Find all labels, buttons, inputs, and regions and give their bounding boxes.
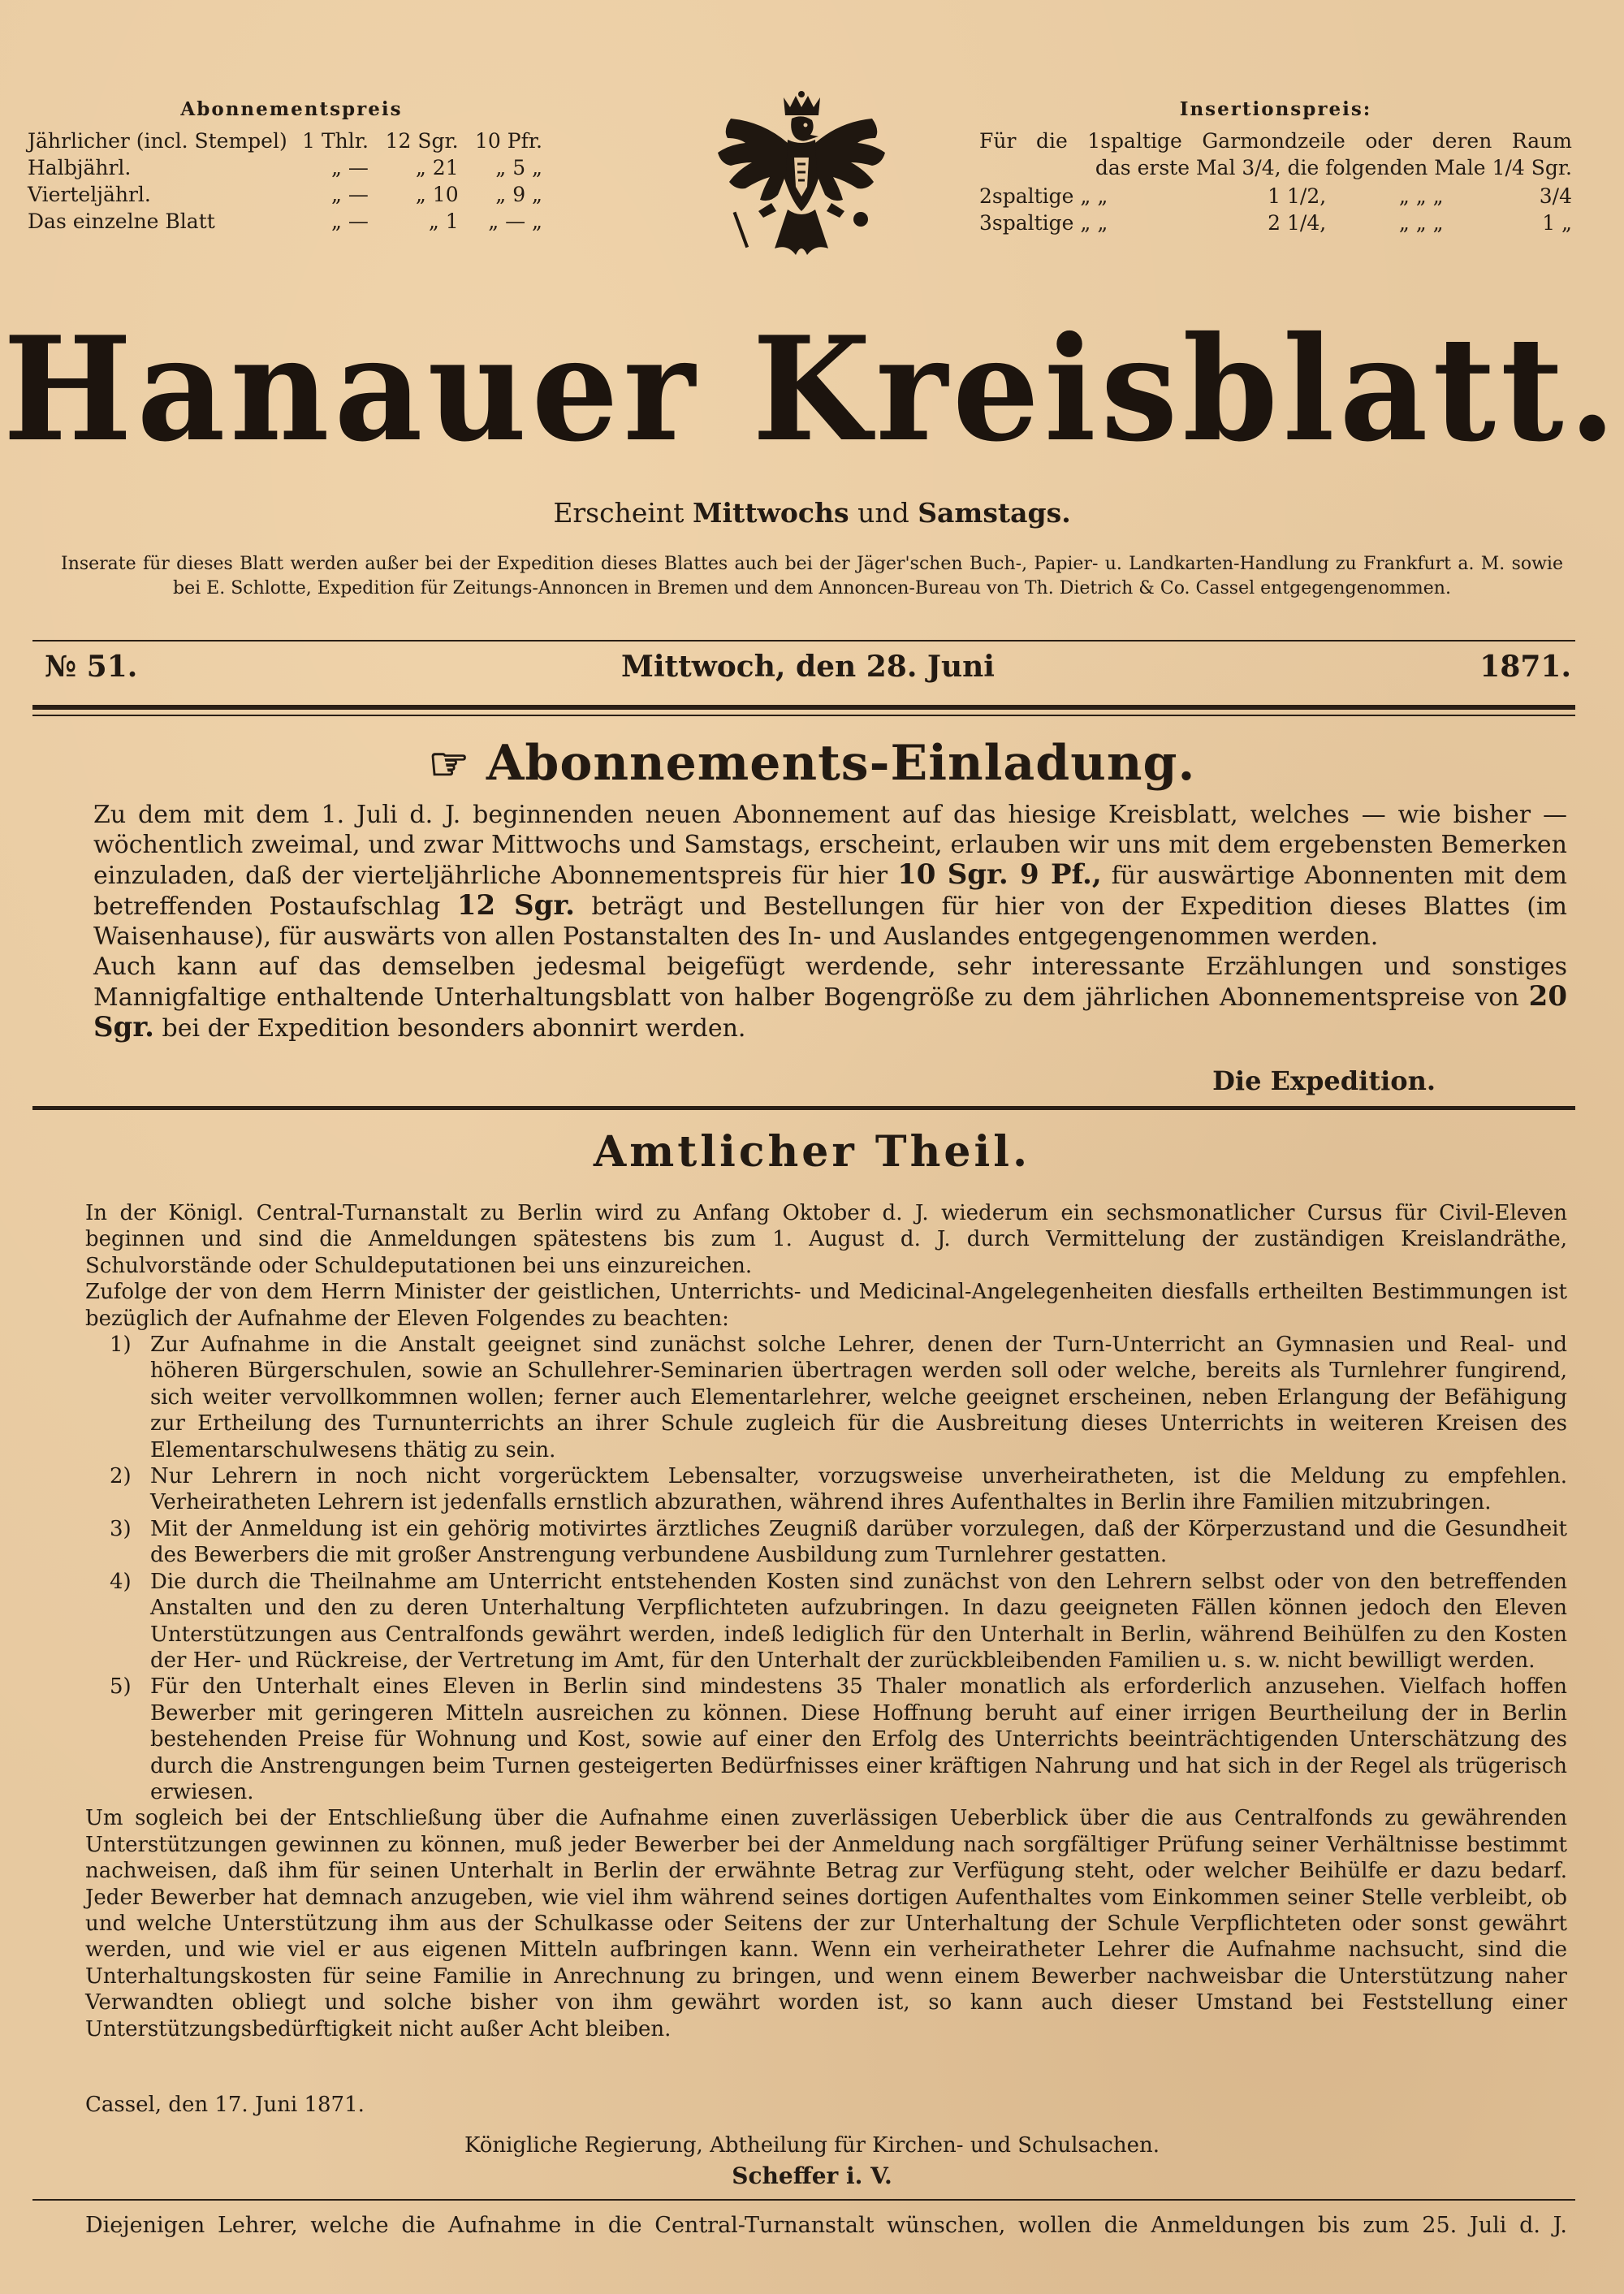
price-pfennig: „ — „ — [488, 210, 542, 233]
item-number: 3) — [110, 1516, 132, 1541]
insertion-price-line: Für die 1spaltige Garmondzeile oder deren Raum — [979, 129, 1572, 153]
subscription-price-block — [28, 96, 555, 235]
item-text: Die durch die Theilnahme am Unterricht entstehenden Kosten sind zunächst von den Lehrern selbst oder von den betreffenden Anstalten und den zu deren Unterhaltung Verpflichteten aufzubringen. In dazu geeigneten Fällen können jedoch den Eleven Unterstützungen aus Centralfonds gewährt werden, indeß lediglich für den Unterhalt in Berlin, während Beihülfen zu den Kosten der Her- und Rückreise, der Vertretung im Amt, für den Unterhalt der zurückbleibenden Familien u. s. w. nicht bewilligt werden. — [150, 1569, 1567, 1673]
price-pfennig: „ 9 „ — [495, 183, 542, 206]
supplement-price: 20 Sgr. — [93, 980, 1567, 1043]
issue-date: Mittwoch, den 28. Juni — [621, 650, 995, 684]
subscription-price-table — [28, 127, 555, 235]
schedule-day: Samstags. — [918, 497, 1071, 529]
paragraph: Zufolge der von dem Herrn Minister der geistlichen, Unterrichts- und Medicinal-Angelegenheiten diesfalls ertheilten Bestimmungen ist bezüglich der Aufnahme der Eleven Folgendes zu beachten: — [85, 1280, 1567, 1331]
item-text: Mit der Anmeldung ist ein gehörig motivirtes ärztliches Zeugniß darüber vorzulegen, daß der Körperzustand und die Gesundheit des Bewerbers die mit großer Anstrengung verbundene Ausbildung zum Turnlehrer gestatten. — [150, 1516, 1567, 1568]
paragraph-text: Auch kann auf das demselben jedesmal beigefügt werdende, sehr interessante Erzählungen und sonstiges Mannigfaltige enthaltende Unterhaltungsblatt von halber Bogengröße zu dem jährlichen Abonnementspreise von — [93, 953, 1567, 1012]
insertion-ditto: „ „ „ — [1398, 211, 1444, 235]
insertion-price-block — [979, 96, 1572, 236]
paragraph-text: Zu dem mit dem 1. Juli d. J. beginnenden neuen Abonnement auf das hiesige Kreisblatt, welches — wie bisher — wöchentlich zweimal, und zwar Mittwochs und Samstags, erscheint, erlauben wir uns mit dem ergebensten Bemerken einzuladen, daß der vierteljährliche Abonnementspreis für hier — [93, 801, 1567, 890]
follow-up-notice: Diejenigen Lehrer, welche die Aufnahme in die Central-Turnanstalt wünschen, wollen die Anmeldungen bis zum 25. Juli d. J. — [85, 2213, 1567, 2238]
price-groschen: „ 1 — [428, 210, 459, 233]
price-thaler: „ — — [331, 183, 369, 206]
section-divider — [32, 1106, 1575, 1110]
header-divider — [32, 705, 1575, 710]
insertion-row — [979, 210, 1572, 236]
insertion-rate-following: 1 „ — [1542, 211, 1572, 235]
paragraph: Um sogleich bei der Entschließung über die Aufnahme einen zuverlässigen Ueberblick über die aus Centralfonds zu gewährenden Unterstützungen gewinnen zu können, muß jeder Bewerber bei der Anmeldung nach sorgfältiger Prüfung seiner Verhältnisse bestimmt nachweisen, daß ihm für seinen Unterhalt in Berlin der erwähnte Betrag zur Verfügung steht, oder welcher Beihülfe er dazu bedarf. Jeder Bewerber hat demnach anzugeben, wie viel ihm während seines dortigen Aufenthaltes vom Einkommen seiner Stelle verbleibt, ob und welche Unterstützung ihm aus der Schulkasse oder Seitens der zur Unterhaltung der Schule Verpflichteten oder sonst gewährt werden, und wie viel er aus eigenen Mitteln aufbringen kann. Wenn ein verheiratheter Lehrer die Aufnahme nachsucht, sind die Unterhaltungskosten für seine Familie in Anrechnung zu bringen, und wenn einem Bewerber nachweisbar die Unterstützung naher Verwandten obliegt und solche bisher von ihm gewährt worden ist, so kann auch dieser Umstand bei Feststellung einer Unterstützungsbedürftigkeit nicht außer Acht bleiben. — [85, 1806, 1567, 2041]
numbered-item — [85, 1516, 1567, 1569]
place-date: Cassel, den 17. Juni 1871. — [85, 2093, 365, 2117]
schedule-text: und — [849, 497, 918, 529]
numbered-item — [85, 1463, 1567, 1516]
insertion-rate: 1 1/2, — [1268, 184, 1327, 208]
price-label: Vierteljährl. — [28, 183, 151, 206]
price-row — [28, 208, 555, 235]
insertion-label: 3spaltige „ „ — [979, 211, 1108, 235]
paragraph: In der Königl. Central-Turnanstalt zu Berlin wird zu Anfang Oktober d. J. wiederum ein sechsmonatlicher Cursus für Civil-Eleven beginnen und sind die Anmeldungen spätestens bis zum 1. August d. J. durch Vermittelung der zuständigen Kreislandräthe, Schulvorstände oder Schuldeputationen bei uns einzureichen. — [85, 1201, 1567, 1278]
price-pfennig: 10 Pfr. — [475, 129, 542, 153]
price-thaler: „ — — [331, 210, 369, 233]
insertion-price-line: das erste Mal 3/4, die folgenden Male 1/4 Sgr. — [1095, 156, 1572, 179]
pointing-hand-icon: ☞ — [428, 737, 470, 791]
insertion-price-heading: Insertionspreis: — [1179, 98, 1372, 120]
insertion-rate: 2 1/4, — [1268, 211, 1327, 235]
header-divider — [32, 715, 1575, 716]
price-row — [28, 181, 555, 208]
insertion-price-table — [979, 183, 1572, 236]
paragraph — [93, 800, 1567, 952]
expedition-signature: Die Expedition. — [1212, 1065, 1436, 1096]
advertising-notice: Inserate für dieses Blatt werden außer bei der Expedition dieses Blattes auch bei der Jäger'schen Buch-, Papier- u. Landkarten-Handlung zu Frankfurt a. M. sowie bei E. Schlotte, Expedition für Zeitungs-Annoncen in Bremen und dem Annoncen-Bureau von Th. Dietrich & Co. Cassel entgegengenommen. — [61, 554, 1563, 598]
item-number: 4) — [110, 1569, 132, 1594]
price-pfennig: „ 5 „ — [495, 156, 542, 179]
item-text: Zur Aufnahme in die Anstalt geeignet sind zunächst solche Lehrer, denen der Turn-Unterricht an Gymnasien und Real- und höheren Bürgerschulen, sowie an Schullehrer-Seminarien übertragen werden soll oder welche, bereits als Turnlehrer fungirend, sich weiter vervollkommnen wollen; ferner auch Elementarlehrer, welche geeignet erscheinen, neben Erlangung der Befähigung zur Ertheilung des Turnunterrichts an ihrer Schule zugleich für die Ausbreitung dieses Unterrichts in weiteren Kreisen des Elementarschulwesens thätig zu sein. — [150, 1333, 1567, 1462]
price-thaler: „ — — [331, 156, 369, 179]
price-label: Halbjährl. — [28, 156, 132, 179]
price-groschen: „ 21 — [415, 156, 459, 179]
price-row — [28, 127, 555, 154]
publication-schedule — [0, 497, 1624, 529]
external-price: 12 Sgr. — [456, 889, 575, 922]
official-section-title: Amtlicher Theil. — [593, 1127, 1031, 1177]
numbered-item — [85, 1674, 1567, 1805]
numbered-item — [85, 1332, 1567, 1463]
issue-line — [45, 650, 1571, 690]
subscription-price-heading: Abonnementspreis — [180, 98, 403, 120]
item-text: Nur Lehrern in noch nicht vorgerücktem Lebensalter, vorzugsweise unverheiratheten, ist die Meldung zu empfehlen. Verheiratheten Lehrern ist jedenfalls ernstlich abzurathen, während ihres Aufenthaltes in Berlin ihre Familien mitzubringen. — [150, 1464, 1567, 1515]
item-number: 5) — [110, 1674, 132, 1700]
insertion-ditto: „ „ „ — [1398, 184, 1444, 208]
schedule-text: Erscheint — [553, 497, 693, 529]
price-row — [28, 154, 555, 181]
issue-year: 1871. — [1479, 650, 1571, 684]
insertion-label: 2spaltige „ „ — [979, 184, 1108, 208]
price-groschen: 12 Sgr. — [385, 129, 459, 153]
subscription-invitation-body — [93, 800, 1567, 1043]
item-number: 1) — [110, 1333, 132, 1358]
numbered-item — [85, 1569, 1567, 1674]
paragraph — [93, 952, 1567, 1043]
official-signature: Scheffer i. V. — [732, 2162, 892, 2189]
item-number: 2) — [110, 1464, 132, 1489]
header-divider — [32, 640, 1575, 642]
prussian-eagle-icon — [706, 89, 893, 268]
subscription-invitation-heading — [0, 735, 1624, 792]
insertion-rate-following: 3/4 — [1539, 184, 1572, 208]
issue-number: № 51. — [45, 650, 138, 684]
paragraph-text: beträgt und Bestellungen für hier von der Expedition dieses Blattes (im Waisenhause), für auswärts von allen Postanstalten des In- und Auslandes entgegengenommen werden. — [93, 892, 1567, 951]
price-thaler: 1 Thlr. — [302, 129, 369, 153]
paragraph-text: bei der Expedition besonders abonnirt werden. — [153, 1014, 746, 1043]
insertion-row — [979, 183, 1572, 210]
issuing-authority: Königliche Regierung, Abtheilung für Kirchen- und Schulsachen. — [464, 2133, 1160, 2158]
price-label: Jährlicher (incl. Stempel) — [28, 129, 287, 153]
item-text: Für den Unterhalt eines Eleven in Berlin sind mindestens 35 Thaler monatlich als erforderlich anzusehen. Vielfach hoffen Bewerber mit geringeren Mitteln ausreichen zu können. Diese Hoffnung beruht auf einer irrigen Beurtheilung der in Berlin bestehenden Preise für Wohnung und Kost, sowie auf einer den Erfolg des Unterrichts beeinträchtigenden Unterschätzung des durch die Anstrengungen beim Turnen gesteigerten Bedürfnisses einer kräftigen Nahrung und hat sich in der Regel als trügerisch erwiesen. — [150, 1674, 1567, 1804]
newspaper-title: Hanauer Kreisblatt. — [2, 305, 1622, 473]
price-groschen: „ 10 — [415, 183, 459, 206]
section-divider — [32, 2199, 1575, 2201]
schedule-day: Mittwochs — [692, 497, 849, 529]
official-notice-body — [85, 1200, 1567, 2042]
local-price: 10 Sgr. 9 Pf., — [897, 858, 1102, 891]
subscription-invitation-title: Abonnements-Einladung. — [486, 735, 1196, 792]
paragraph-text: für auswärtige Abonnenten mit dem betreffenden Postaufschlag — [93, 862, 1567, 921]
price-label: Das einzelne Blatt — [28, 210, 215, 233]
